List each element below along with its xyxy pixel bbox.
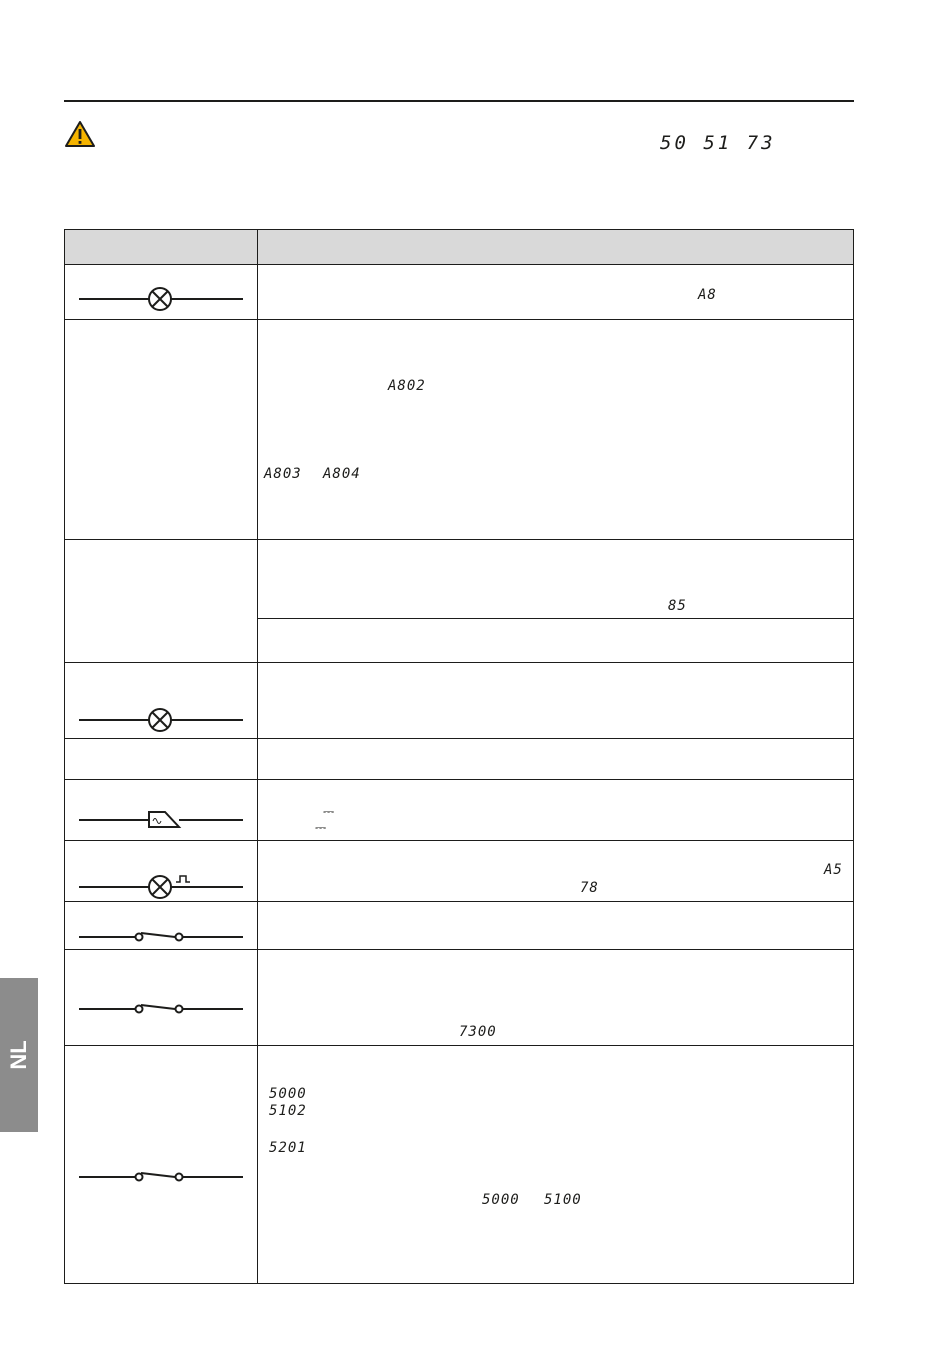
row7-code-a: A5 (824, 862, 843, 878)
column-divider (257, 230, 258, 1283)
row2-code-c: A804 (323, 466, 361, 482)
row9-code: 7300 (459, 1024, 497, 1040)
electric-lock-symbol-icon (79, 805, 243, 835)
row10-code-d: 5000 (482, 1192, 520, 1208)
row-divider (65, 840, 853, 841)
switch-contact-icon (79, 922, 243, 952)
row-divider (65, 1045, 853, 1046)
row-divider (65, 319, 853, 320)
dc-symbol: ⎓ (323, 803, 335, 819)
row1-code: A8 (698, 287, 717, 303)
row3-code: 85 (668, 598, 687, 614)
row2-code-a: A802 (388, 378, 426, 394)
row-divider (65, 738, 853, 739)
row-divider (65, 779, 853, 780)
row-subdivider (258, 618, 853, 619)
row10-code-c: 5201 (269, 1140, 307, 1156)
dc-symbol: ⎓ (315, 819, 327, 835)
row-divider (65, 539, 853, 540)
table-header-row (65, 230, 853, 265)
switch-contact-icon (79, 994, 243, 1024)
row10-code-e: 5100 (544, 1192, 582, 1208)
symbol-table (64, 229, 854, 1284)
row-divider (65, 662, 853, 663)
language-tab-label: NL (6, 1040, 31, 1070)
lamp-symbol-icon (79, 705, 243, 735)
warning-triangle-icon (64, 120, 96, 148)
switch-contact-icon (79, 1162, 243, 1192)
header-code: 50 51 73 (660, 132, 776, 154)
row10-code-a: 5000 (269, 1086, 307, 1102)
row7-code-b: 78 (580, 880, 599, 896)
row-divider (65, 264, 853, 265)
flashing-lamp-symbol-icon (79, 872, 243, 902)
top-rule (64, 100, 854, 102)
language-tab (0, 978, 38, 1132)
row10-code-b: 5102 (269, 1103, 307, 1119)
lamp-symbol-icon (79, 284, 243, 314)
row2-code-b: A803 (264, 466, 302, 482)
